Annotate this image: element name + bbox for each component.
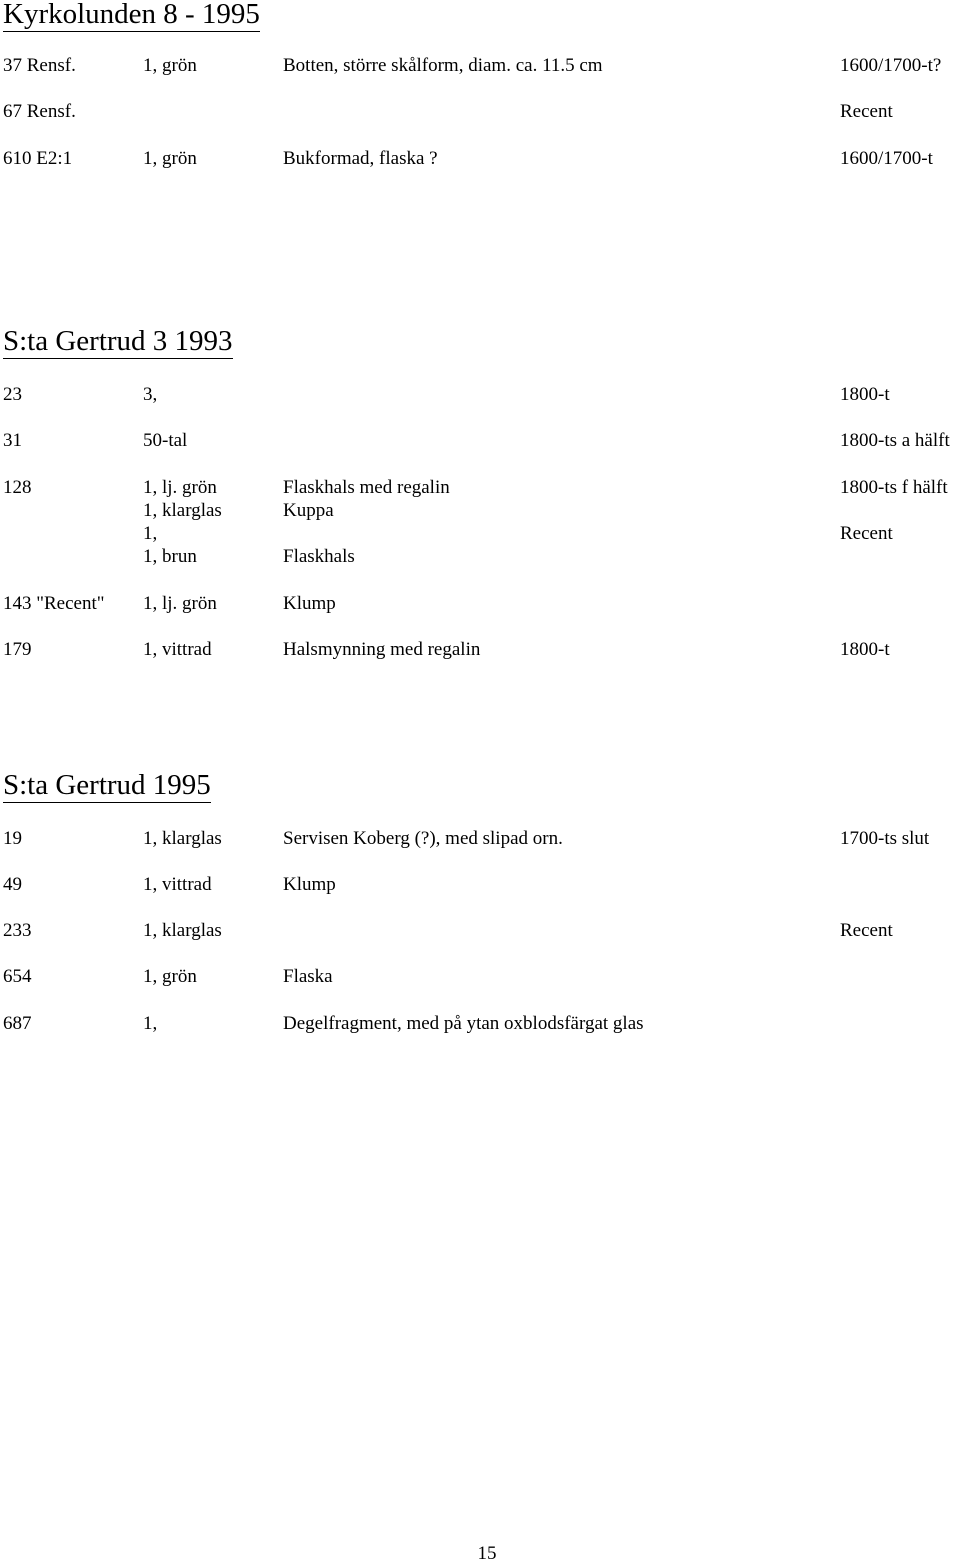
table-row xyxy=(0,499,960,523)
description: Kuppa xyxy=(283,500,334,521)
dating: 1600/1700-t? xyxy=(840,55,942,76)
quantity-color: 1, klarglas xyxy=(143,500,222,521)
quantity-color: 1, klarglas xyxy=(143,828,222,849)
find-number: 610 E2:1 xyxy=(3,148,73,169)
table-row xyxy=(0,545,960,569)
table-row xyxy=(0,1012,960,1036)
dating: 1800-ts f hälft xyxy=(840,477,948,498)
description: Klump xyxy=(283,593,336,614)
description: Flaska xyxy=(283,966,333,987)
dating: 1800-ts a hälft xyxy=(840,430,950,451)
dating: 1700-ts slut xyxy=(840,828,930,849)
table-row xyxy=(0,100,960,124)
dating: 1600/1700-t xyxy=(840,148,933,169)
find-number: 233 xyxy=(3,920,32,941)
quantity-color: 1, lj. grön xyxy=(143,593,217,614)
find-number: 49 xyxy=(3,874,22,895)
quantity-color: 50-tal xyxy=(143,430,188,451)
find-number: 128 xyxy=(3,477,32,498)
find-number: 31 xyxy=(3,430,22,451)
section-heading: S:ta Gertrud 1995 xyxy=(3,769,211,801)
quantity-color: 1, xyxy=(143,1013,158,1034)
description: Flaskhals med regalin xyxy=(283,477,450,498)
description: Degelfragment, med på ytan oxblodsfärgat glas xyxy=(283,1013,644,1034)
quantity-color: 3, xyxy=(143,384,158,405)
description: Bukformad, flaska ? xyxy=(283,148,438,169)
table-row xyxy=(0,147,960,171)
dating: Recent xyxy=(840,920,893,941)
table-row xyxy=(0,965,960,989)
find-number: 23 xyxy=(3,384,22,405)
quantity-color: 1, klarglas xyxy=(143,920,222,941)
find-number: 179 xyxy=(3,639,32,660)
quantity-color: 1, vittrad xyxy=(143,874,212,895)
section-heading: Kyrkolunden 8 - 1995 xyxy=(3,0,260,30)
find-number: 19 xyxy=(3,828,22,849)
table-row xyxy=(0,827,960,851)
dating: 1800-t xyxy=(840,639,890,660)
description: Botten, större skålform, diam. ca. 11.5 cm xyxy=(283,55,603,76)
description: Servisen Koberg (?), med slipad orn. xyxy=(283,828,563,849)
quantity-color: 1, xyxy=(143,523,158,544)
table-row xyxy=(0,383,960,407)
description: Klump xyxy=(283,874,336,895)
dating: 1800-t xyxy=(840,384,890,405)
quantity-color: 1, lj. grön xyxy=(143,477,217,498)
table-row xyxy=(0,476,960,500)
description: Halsmynning med regalin xyxy=(283,639,481,660)
description: Flaskhals xyxy=(283,546,355,567)
table-row xyxy=(0,638,960,662)
table-row xyxy=(0,873,960,897)
table-row xyxy=(0,522,960,546)
dating: Recent xyxy=(840,101,893,122)
find-number: 37 Rensf. xyxy=(3,55,76,76)
section-heading: S:ta Gertrud 3 1993 xyxy=(3,325,233,357)
quantity-color: 1, vittrad xyxy=(143,639,212,660)
table-row xyxy=(0,919,960,943)
find-number: 67 Rensf. xyxy=(3,101,76,122)
table-row xyxy=(0,54,960,78)
find-number: 687 xyxy=(3,1013,32,1034)
table-row xyxy=(0,429,960,453)
table-row xyxy=(0,592,960,616)
find-number: 654 xyxy=(3,966,32,987)
page-number: 15 xyxy=(477,1543,497,1564)
quantity-color: 1, grön xyxy=(143,966,197,987)
dating: Recent xyxy=(840,523,893,544)
quantity-color: 1, grön xyxy=(143,148,197,169)
quantity-color: 1, brun xyxy=(143,546,197,567)
find-number: 143 "Recent" xyxy=(3,593,105,614)
quantity-color: 1, grön xyxy=(143,55,197,76)
